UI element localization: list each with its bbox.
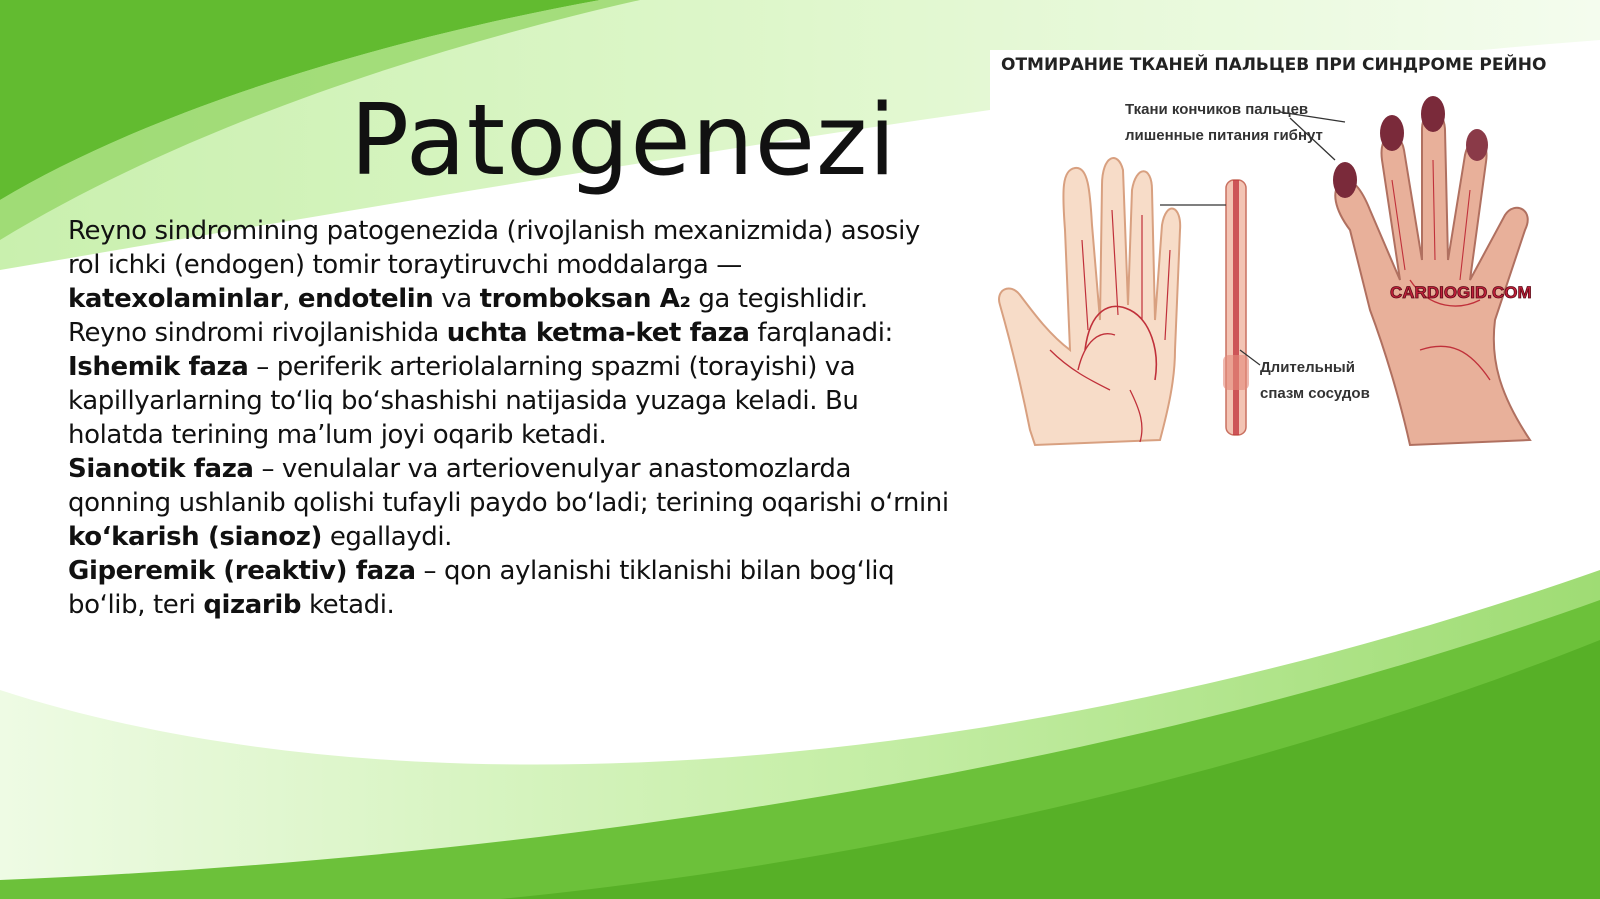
- text-run: ketadi.: [301, 590, 395, 620]
- body-paragraph: [68, 350, 958, 452]
- bold-text-run: uchta ketma-ket faza: [446, 318, 750, 348]
- text-run: ,: [282, 284, 298, 314]
- body-paragraph: [68, 452, 958, 554]
- figure-caption: ОТМИРАНИЕ ТКАНЕЙ ПАЛЬЦЕВ ПРИ СИНДРОМЕ РЕЙНО: [1001, 55, 1547, 75]
- bold-text-run: koʻkarish (sianoz): [68, 522, 322, 552]
- text-run: Reyno sindromi rivojlanishida: [68, 318, 447, 348]
- bold-text-run: tromboksan A₂: [479, 284, 691, 314]
- text-run: – periferik arteriolalarning spazmi (torayishi) va kapillyarlarning toʻliq boʻshashishi natijasida yuzaga keladi. Bu holatda terining maʼlum joyi oqarib ketadi.: [68, 352, 859, 450]
- raynaud-hand-illustration: [990, 50, 1570, 450]
- text-run: va: [433, 284, 480, 314]
- body-paragraph: [68, 554, 958, 622]
- bold-text-run: Ishemik faza: [68, 352, 249, 382]
- bold-text-run: endotelin: [297, 284, 434, 314]
- bold-text-run: qizarib: [203, 590, 302, 620]
- figure-note-bottom-line2: спазм сосудов: [1260, 385, 1370, 402]
- slide-body-text: [68, 214, 958, 622]
- text-run: Reyno sindromining patogenezida (rivojlanish mexanizmida) asosiy rol ichki (endogen) tomir toraytiruvchi moddalarga —: [68, 216, 920, 280]
- body-paragraph: [68, 214, 958, 316]
- figure-note-bottom-line1: Длительный: [1260, 359, 1355, 376]
- text-run: – venulalar va arteriovenulyar anastomozlarda qonning ushlanib qolishi tufayli paydo boʻladi; terining oqarishi oʻrnini: [68, 454, 949, 518]
- text-run: – qon aylanishi tiklanishi bilan bogʻliq boʻlib, teri: [68, 556, 895, 620]
- slide-title: Patogenezi: [350, 84, 897, 198]
- text-run: ga tegishlidir.: [690, 284, 868, 314]
- body-paragraph: [68, 316, 958, 350]
- text-run: egallaydi.: [321, 522, 453, 552]
- figure-note-top-line2: лишенные питания гибнут: [1125, 127, 1323, 144]
- figure-note-top-line1: Ткани кончиков пальцев: [1125, 101, 1309, 118]
- text-run: farqlanadi:: [749, 318, 893, 348]
- bold-text-run: Sianotik faza: [68, 454, 254, 484]
- bold-text-run: katexolaminlar: [68, 284, 283, 314]
- figure-watermark: CARDIOGID.COM: [1390, 283, 1532, 302]
- bold-text-run: Giperemik (reaktiv) faza: [68, 556, 416, 586]
